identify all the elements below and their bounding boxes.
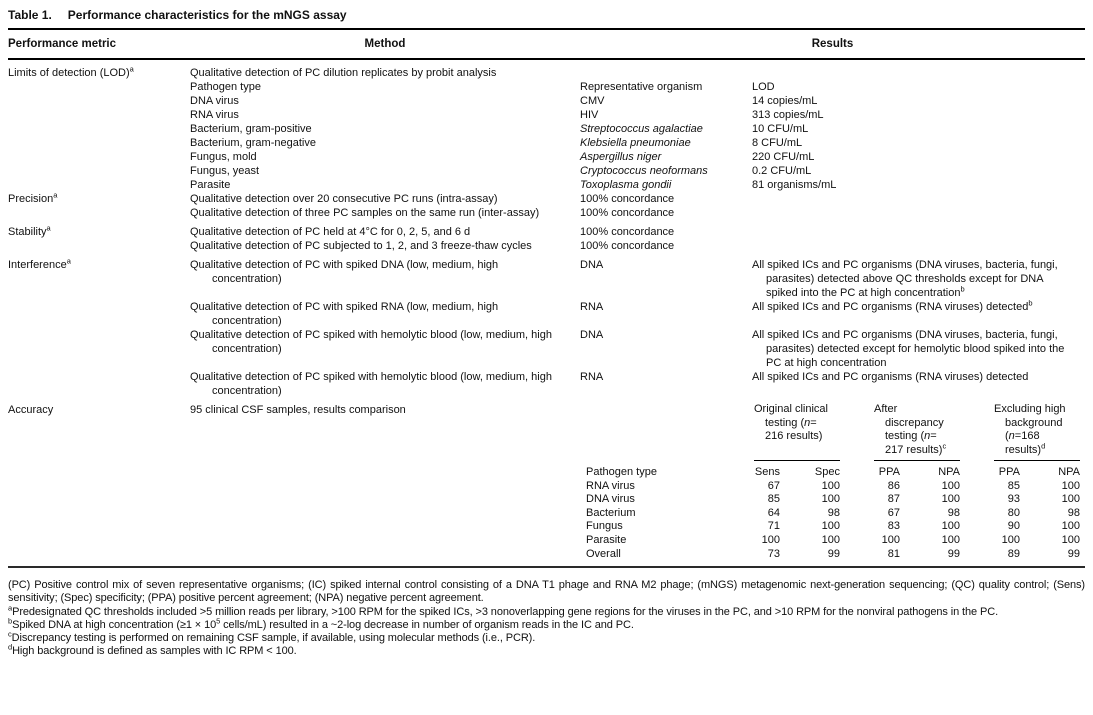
metric-cell — [8, 328, 190, 370]
accuracy-cell: 98 — [827, 506, 840, 519]
accuracy-group-spacer — [580, 403, 720, 461]
result-value-cell — [752, 66, 1085, 80]
table-row — [8, 108, 1085, 122]
accuracy-cell: 90 — [1007, 520, 1020, 533]
accuracy-cell: 100 — [941, 493, 960, 506]
accuracy-column-header: NPA — [1058, 466, 1080, 478]
result-label-cell: Cryptococcus neoformans — [580, 165, 708, 177]
accuracy-row — [580, 493, 1085, 507]
accuracy-group-header-original-clinical: Original clinical testing (n= 216 results) — [720, 403, 840, 461]
accuracy-pathogen-cell: Bacterium — [586, 506, 636, 519]
metric-cell — [8, 370, 190, 398]
accuracy-cell: 100 — [1061, 479, 1080, 492]
metric-cell: Interference$^a$ — [8, 256, 71, 271]
accuracy-row — [580, 507, 1085, 521]
accuracy-subtable — [580, 403, 1085, 561]
metric-cell: Accuracy — [8, 404, 54, 416]
table-row — [8, 328, 1085, 370]
method-cell: Bacterium, gram-negative — [190, 137, 316, 149]
metric-cell — [8, 108, 190, 122]
accuracy-cell: 64 — [767, 506, 780, 519]
method-cell: Qualitative detection of PC with spiked RNA (low, medium, high concentration) — [190, 301, 499, 327]
metric-cell: Precision$^a$ — [8, 190, 58, 205]
table-row — [8, 225, 1085, 239]
accuracy-group-header-after-discrepancy: After discrepancy testing (n= 217 results)$^c$ — [840, 403, 960, 461]
accuracy-cell: 80 — [1007, 506, 1020, 519]
accuracy-cell: 93 — [1007, 493, 1020, 506]
metric-cell: Limits of detection (LOD)$^a$ — [8, 64, 134, 79]
accuracy-pathogen-cell: Fungus — [586, 520, 623, 533]
accuracy-group-header-excluding-high-background: Excluding high background (n=168 results)$^d$ — [960, 403, 1080, 461]
table-row — [8, 80, 1085, 94]
method-cell: Fungus, mold — [190, 151, 257, 163]
accuracy-pathogen-cell: DNA virus — [586, 493, 635, 506]
metric-cell — [8, 122, 190, 136]
accuracy-cell: 99 — [827, 547, 840, 560]
result-label-cell: HIV — [580, 109, 599, 121]
column-header-performance-metric: Performance metric — [8, 38, 117, 50]
metric-cell — [8, 80, 190, 94]
accuracy-cell: 81 — [887, 547, 900, 560]
accuracy-cell: 83 — [887, 520, 900, 533]
table-number: Table 1. — [8, 8, 52, 22]
result-value-cell: LOD — [752, 81, 775, 93]
method-cell: Qualitative detection of PC spiked with hemolytic blood (low, medium, high concentration) — [190, 329, 552, 355]
accuracy-cell: 100 — [941, 479, 960, 492]
result-value-cell: 313 copies/mL — [752, 109, 824, 121]
method-cell: Pathogen type — [190, 81, 261, 93]
footnote-b: $^b$Spiked DNA at high concentration ($\ge 1 \times 10^5$ cells/mL) resulted in a ~2-log decrease in number of organism reads in the IC and PC. — [8, 616, 634, 631]
result-label-cell: RNA — [580, 371, 604, 383]
accuracy-group-header-row — [580, 403, 1085, 461]
result-label-cell: CMV — [580, 95, 605, 107]
method-cell: Qualitative detection of PC dilution replicates by probit analysis — [190, 67, 497, 79]
accuracy-cell: 99 — [947, 547, 960, 560]
footnote-a: $^a$Predesignated QC thresholds included >5 million reads per library, >100 RPM for the spiked ICs, >3 nonoverlapping gene regions for the viruses in the PC, and >10 RPM for the nonviral pathogens in the PC. — [8, 602, 999, 618]
accuracy-cell: 100 — [821, 533, 840, 546]
accuracy-header-row — [580, 466, 1085, 480]
result-value-cell — [752, 225, 1085, 239]
result-label-cell: DNA — [580, 259, 604, 271]
accuracy-pathogen-cell: Overall — [586, 547, 621, 560]
accuracy-cell: 85 — [1007, 479, 1020, 492]
accuracy-column-header: NPA — [938, 466, 960, 478]
table-row — [8, 258, 1085, 300]
result-label-cell: Toxoplasma gondii — [580, 179, 672, 191]
method-cell: Qualitative detection of PC subjected to 1, 2, and 3 freeze-thaw cycles — [190, 240, 532, 252]
accuracy-cell: 99 — [1067, 547, 1080, 560]
accuracy-pathogen-cell: RNA virus — [586, 479, 635, 492]
accuracy-cell: 100 — [821, 520, 840, 533]
accuracy-column-header: Spec — [814, 466, 840, 478]
result-value-cell — [752, 239, 1085, 253]
metric-cell — [8, 206, 190, 220]
accuracy-cell: 100 — [1061, 520, 1080, 533]
accuracy-cell: 100 — [821, 479, 840, 492]
metric-cell — [8, 239, 190, 253]
accuracy-cell: 73 — [767, 547, 780, 560]
table-row — [8, 370, 1085, 398]
metric-cell — [8, 150, 190, 164]
method-cell: Bacterium, gram-positive — [190, 123, 312, 135]
method-cell: RNA virus — [190, 109, 239, 121]
column-header-method: Method — [364, 38, 406, 50]
accuracy-column-header: PPA — [998, 466, 1020, 478]
result-value-cell: All spiked ICs and PC organisms (RNA viruses) detected$^b$ — [752, 298, 1033, 313]
result-label-cell — [580, 66, 752, 80]
table-caption: Performance characteristics for the mNGS assay — [67, 8, 347, 22]
footnotes — [8, 574, 1085, 658]
table-row — [8, 94, 1085, 108]
footnote-d: $^d$High background is defined as samples with IC RPM < 100. — [8, 642, 297, 658]
accuracy-cell: 100 — [761, 533, 780, 546]
accuracy-cell: 67 — [767, 479, 780, 492]
accuracy-row — [580, 548, 1085, 562]
result-value-cell: 81 organisms/mL — [752, 179, 837, 191]
metric-cell: Stability$^a$ — [8, 223, 51, 238]
result-label-cell: 100% concordance — [580, 240, 675, 252]
accuracy-cell: 98 — [1067, 506, 1080, 519]
method-cell: Parasite — [190, 179, 231, 191]
metric-cell — [8, 164, 190, 178]
column-header-results: Results — [811, 38, 854, 50]
metric-cell — [8, 136, 190, 150]
table-row — [8, 239, 1085, 253]
accuracy-cell: 100 — [941, 533, 960, 546]
result-label-cell: Representative organism — [580, 81, 703, 93]
accuracy-cell: 100 — [941, 520, 960, 533]
result-value-cell: All spiked ICs and PC organisms (DNA viruses, bacteria, fungi, parasites) detected above QC thresholds except for DNA spiked into the PC at high concentration$^b$ — [752, 259, 1058, 299]
footnote-abbreviations: (PC) Positive control mix of seven representative organisms; (IC) spiked internal control consisting of a DNA T1 phage and RNA M2 phage; (mNGS) metagenomic next-generation sequencing; (QC) quality control; (Sens) sensitivity; (Spec) specificity; (PPA) positive percent agreement; (NPA) negative percent agreement. — [8, 579, 1085, 605]
accuracy-cell: 100 — [821, 493, 840, 506]
footer-rule — [8, 566, 1085, 568]
accuracy-cell: 100 — [1001, 533, 1020, 546]
accuracy-row — [580, 520, 1085, 534]
accuracy-cell: 67 — [887, 506, 900, 519]
method-cell: Fungus, yeast — [190, 165, 260, 177]
result-label-cell: 100% concordance — [580, 207, 675, 219]
result-label-cell: RNA — [580, 301, 604, 313]
table-row — [8, 122, 1085, 136]
accuracy-cell: 89 — [1007, 547, 1020, 560]
metric-cell — [8, 94, 190, 108]
accuracy-column-header: Sens — [754, 466, 780, 478]
method-cell: Qualitative detection of three PC samples on the same run (inter-assay) — [190, 207, 540, 219]
result-label-cell: Klebsiella pneumoniae — [580, 137, 691, 149]
result-value-cell — [752, 192, 1085, 206]
metric-cell — [8, 178, 190, 192]
table-row — [8, 403, 1085, 561]
accuracy-cell: 86 — [887, 479, 900, 492]
accuracy-row — [580, 480, 1085, 494]
footnote-c: $^c$Discrepancy testing is performed on remaining CSF sample, if available, using molecular methods (i.e., PCR). — [8, 629, 536, 644]
result-label-cell: Aspergillus niger — [580, 151, 662, 163]
table-row — [8, 164, 1085, 178]
result-value-cell: 0.2 CFU/mL — [752, 165, 812, 177]
accuracy-cell: 98 — [947, 506, 960, 519]
result-value-cell: 10 CFU/mL — [752, 123, 809, 135]
result-label-cell: DNA — [580, 329, 604, 341]
result-value-cell — [752, 206, 1085, 220]
table-row — [8, 178, 1085, 192]
accuracy-column-header: Pathogen type — [586, 466, 657, 478]
result-value-cell: All spiked ICs and PC organisms (RNA viruses) detected — [752, 371, 1029, 383]
table-row — [8, 206, 1085, 220]
method-cell: Qualitative detection of PC with spiked DNA (low, medium, high concentration) — [190, 259, 499, 285]
result-label-cell: 100% concordance — [580, 226, 675, 238]
result-value-cell: 8 CFU/mL — [752, 137, 803, 149]
accuracy-cell: 87 — [887, 493, 900, 506]
accuracy-cell: 100 — [881, 533, 900, 546]
table-row — [8, 192, 1085, 206]
accuracy-cell: 71 — [767, 520, 780, 533]
table-row — [8, 300, 1085, 328]
table-title — [8, 6, 1085, 28]
result-label-cell: Streptococcus agalactiae — [580, 123, 703, 135]
result-value-cell: All spiked ICs and PC organisms (DNA viruses, bacteria, fungi, parasites) detected except for hemolytic blood spiked into the PC at high concentration — [752, 329, 1065, 369]
result-value-cell: 220 CFU/mL — [752, 151, 815, 163]
method-cell: DNA virus — [190, 95, 239, 107]
accuracy-cell: 85 — [767, 493, 780, 506]
table-row — [8, 66, 1085, 80]
result-value-cell: 14 copies/mL — [752, 95, 818, 107]
table-row — [8, 136, 1085, 150]
method-cell: Qualitative detection of PC spiked with hemolytic blood (low, medium, high concentration) — [190, 371, 552, 397]
accuracy-pathogen-cell: Parasite — [586, 533, 627, 546]
table-body — [8, 60, 1085, 561]
accuracy-cell: 100 — [1061, 493, 1080, 506]
table-row — [8, 150, 1085, 164]
metric-cell — [8, 300, 190, 328]
method-cell: 95 clinical CSF samples, results comparison — [190, 404, 406, 416]
accuracy-cell: 100 — [1061, 533, 1080, 546]
method-cell: Qualitative detection of PC held at 4°C for 0, 2, 5, and 6 d — [190, 226, 471, 238]
accuracy-row — [580, 534, 1085, 548]
method-cell: Qualitative detection over 20 consecutive PC runs (intra-assay) — [190, 193, 498, 205]
result-label-cell: 100% concordance — [580, 193, 675, 205]
column-header-row — [8, 30, 1085, 58]
accuracy-column-header: PPA — [878, 466, 900, 478]
